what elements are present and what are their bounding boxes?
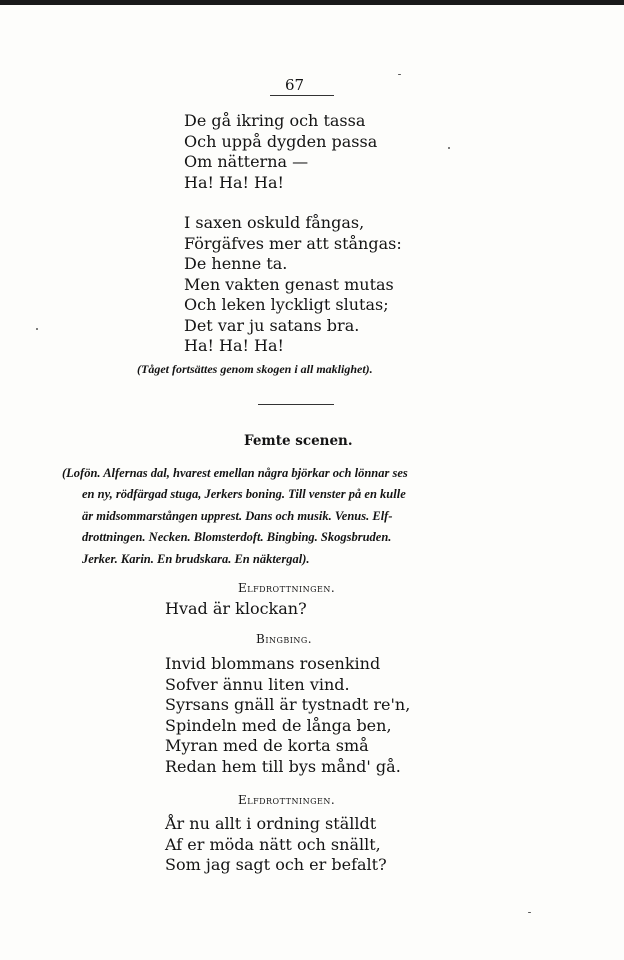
verse-line: Men vakten genast mutas (184, 274, 394, 294)
speaker-name: Bingbing. (256, 632, 313, 646)
page-number-rule (270, 95, 334, 96)
verse-line: Sofver ännu liten vind. (165, 674, 350, 694)
speaker-name: Elfdrottningen. (238, 793, 336, 807)
verse-block-three (165, 654, 410, 777)
scene-title: Femte scenen. (244, 433, 353, 449)
verse-line: Ha! Ha! Ha! (184, 172, 284, 192)
verse-line: Syrsans gnäll är tystnadt re'n, (165, 695, 411, 714)
verse-block-one (184, 111, 377, 193)
verse-line: Förgäfves mer att stångas: (184, 233, 402, 253)
scene-description-line: drottningen. Necken. Blomsterdoft. Bingbing. Skogsbruden. (82, 530, 392, 545)
dialogue-line (165, 599, 307, 620)
verse-line: Redan hem till bys månd' gå. (165, 756, 401, 776)
paper-speck (36, 328, 38, 330)
verse-line: Invid blommans rosenkind (165, 654, 381, 673)
stage-direction: (Tåget fortsättes genom skogen i all maklighet). (137, 362, 373, 376)
verse-line: Spindeln med de långa ben, (165, 715, 392, 735)
verse-line: Myran med de korta små (165, 736, 369, 755)
verse-line: Ha! Ha! Ha! (184, 336, 284, 355)
speaker-name: Elfdrottningen. (238, 581, 336, 595)
verse-line: I saxen oskuld fångas, (184, 213, 365, 232)
scene-description-line: en ny, rödfärgad stuga, Jerkers boning. Till venster på en kulle (82, 487, 406, 502)
scene-description-line: är midsommarstången upprest. Dans och musik. Venus. Elf- (82, 508, 393, 523)
verse-line: Som jag sagt och er befalt? (165, 855, 387, 874)
verse-line: Och leken lyckligt slutas; (184, 295, 389, 314)
page-top-edge (0, 0, 624, 5)
paper-speck (528, 912, 531, 913)
verse-line: År nu allt i ordning ställdt (165, 814, 377, 833)
scene-description-line: (Lofön. Alfernas dal, hvarest emellan några björkar och lönnar ses (62, 466, 408, 480)
verse-block-two (184, 213, 402, 357)
verse-line: Om nätterna — (184, 152, 309, 171)
verse-line: De henne ta. (184, 254, 288, 273)
verse-line: Af er möda nätt och snällt, (165, 834, 381, 854)
scene-description-line: Jerker. Karin. En brudskara. En näktergal). (82, 551, 310, 566)
verse-line: Hvad är klockan? (165, 599, 307, 618)
section-divider (258, 404, 334, 405)
verse-line: Det var ju satans bra. (184, 315, 360, 335)
page-number: 67 (285, 76, 305, 94)
scene-description (62, 463, 542, 570)
verse-line: Och uppå dygden passa (184, 131, 378, 151)
paper-speck (398, 74, 401, 75)
verse-line: De gå ikring och tassa (184, 111, 366, 130)
verse-block-four (165, 814, 387, 876)
paper-speck (448, 147, 450, 149)
